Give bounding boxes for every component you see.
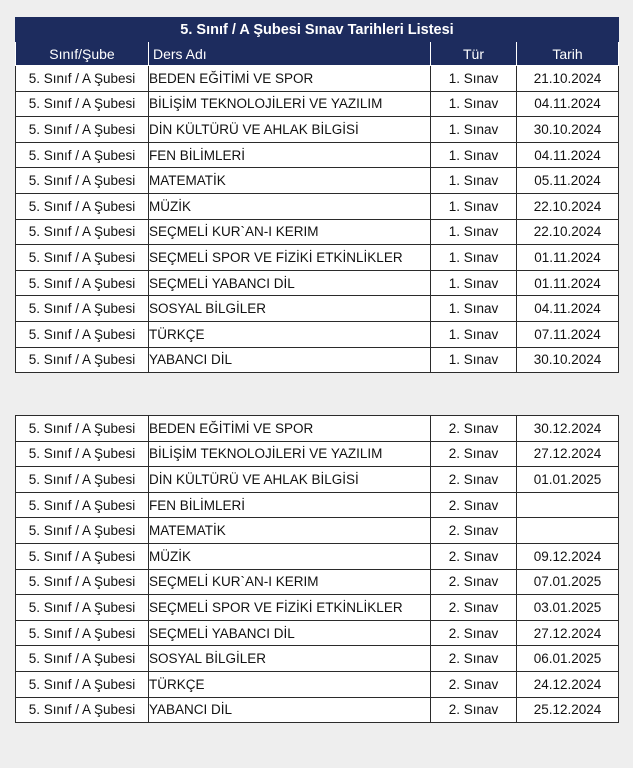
cell-tur[interactable]: 1. Sınav xyxy=(431,270,517,296)
table-row xyxy=(16,66,619,92)
cell-tur[interactable]: 1. Sınav xyxy=(431,117,517,143)
title-row xyxy=(16,18,619,42)
table-row xyxy=(16,219,619,245)
cell-ders[interactable]: BEDEN EĞİTİMİ VE SPOR xyxy=(149,416,431,442)
cell-tarih[interactable]: 30.10.2024 xyxy=(517,117,619,143)
cell-sinif[interactable]: 5. Sınıf / A Şubesi xyxy=(16,168,149,194)
cell-tur[interactable]: 1. Sınav xyxy=(431,193,517,219)
cell-ders[interactable]: YABANCI DİL xyxy=(149,697,431,723)
cell-ders[interactable]: DİN KÜLTÜRÜ VE AHLAK BİLGİSİ xyxy=(149,117,431,143)
cell-tarih[interactable]: 06.01.2025 xyxy=(517,646,619,672)
cell-sinif[interactable]: 5. Sınıf / A Şubesi xyxy=(16,296,149,322)
cell-ders[interactable]: TÜRKÇE xyxy=(149,321,431,347)
cell-sinif[interactable]: 5. Sınıf / A Şubesi xyxy=(16,142,149,168)
table-row xyxy=(16,671,619,697)
cell-tur[interactable]: 2. Sınav xyxy=(431,543,517,569)
cell-tur[interactable]: 2. Sınav xyxy=(431,569,517,595)
cell-tarih[interactable] xyxy=(517,518,619,544)
cell-ders[interactable]: BİLİŞİM TEKNOLOJİLERİ VE YAZILIM xyxy=(149,91,431,117)
table-row xyxy=(16,467,619,493)
cell-sinif[interactable]: 5. Sınıf / A Şubesi xyxy=(16,416,149,442)
table-row xyxy=(16,595,619,621)
cell-tarih[interactable]: 05.11.2024 xyxy=(517,168,619,194)
cell-tur[interactable]: 2. Sınav xyxy=(431,646,517,672)
column-header-tarih[interactable]: Tarih xyxy=(517,42,619,66)
table-row xyxy=(16,296,619,322)
cell-tarih[interactable] xyxy=(517,492,619,518)
cell-tur[interactable]: 1. Sınav xyxy=(431,219,517,245)
cell-sinif[interactable]: 5. Sınıf / A Şubesi xyxy=(16,543,149,569)
cell-ders[interactable]: SEÇMELİ SPOR VE FİZİKİ ETKİNLİKLER xyxy=(149,245,431,271)
column-header-tur[interactable]: Tür xyxy=(431,42,517,66)
cell-sinif[interactable]: 5. Sınıf / A Şubesi xyxy=(16,270,149,296)
first-exam-table xyxy=(15,17,619,373)
cell-tarih[interactable]: 04.11.2024 xyxy=(517,296,619,322)
cell-tur[interactable]: 1. Sınav xyxy=(431,245,517,271)
table-row xyxy=(16,347,619,373)
table-row xyxy=(16,620,619,646)
page-title: 5. Sınıf / A Şubesi Sınav Tarihleri Listesi xyxy=(16,18,619,42)
cell-ders[interactable]: MÜZİK xyxy=(149,543,431,569)
cell-tur[interactable]: 1. Sınav xyxy=(431,168,517,194)
cell-ders[interactable]: FEN BİLİMLERİ xyxy=(149,142,431,168)
cell-tur[interactable]: 2. Sınav xyxy=(431,441,517,467)
cell-tarih[interactable]: 07.01.2025 xyxy=(517,569,619,595)
table-row xyxy=(16,697,619,723)
cell-sinif[interactable]: 5. Sınıf / A Şubesi xyxy=(16,321,149,347)
table-row xyxy=(16,245,619,271)
cell-tarih[interactable]: 21.10.2024 xyxy=(517,66,619,92)
cell-sinif[interactable]: 5. Sınıf / A Şubesi xyxy=(16,518,149,544)
cell-sinif[interactable]: 5. Sınıf / A Şubesi xyxy=(16,671,149,697)
cell-tur[interactable]: 2. Sınav xyxy=(431,416,517,442)
table-row xyxy=(16,646,619,672)
cell-sinif[interactable]: 5. Sınıf / A Şubesi xyxy=(16,347,149,373)
first-exam-rows xyxy=(16,66,619,373)
cell-ders[interactable]: YABANCI DİL xyxy=(149,347,431,373)
cell-ders[interactable]: DİN KÜLTÜRÜ VE AHLAK BİLGİSİ xyxy=(149,467,431,493)
cell-tur[interactable]: 1. Sınav xyxy=(431,66,517,92)
cell-ders[interactable]: SEÇMELİ KUR`AN-I KERIM xyxy=(149,569,431,595)
table-row xyxy=(16,91,619,117)
table-row xyxy=(16,492,619,518)
cell-tarih[interactable]: 30.10.2024 xyxy=(517,347,619,373)
cell-tarih[interactable]: 30.12.2024 xyxy=(517,416,619,442)
cell-sinif[interactable]: 5. Sınıf / A Şubesi xyxy=(16,620,149,646)
cell-ders[interactable]: MÜZİK xyxy=(149,193,431,219)
cell-ders[interactable]: MATEMATİK xyxy=(149,518,431,544)
cell-sinif[interactable]: 5. Sınıf / A Şubesi xyxy=(16,66,149,92)
cell-ders[interactable]: SOSYAL BİLGİLER xyxy=(149,296,431,322)
cell-tur[interactable]: 1. Sınav xyxy=(431,321,517,347)
second-exam-table xyxy=(15,415,619,723)
cell-tur[interactable]: 2. Sınav xyxy=(431,671,517,697)
cell-tarih[interactable]: 25.12.2024 xyxy=(517,697,619,723)
cell-sinif[interactable]: 5. Sınıf / A Şubesi xyxy=(16,117,149,143)
cell-tur[interactable]: 1. Sınav xyxy=(431,91,517,117)
cell-tarih[interactable]: 04.11.2024 xyxy=(517,91,619,117)
table-row xyxy=(16,543,619,569)
cell-tarih[interactable]: 27.12.2024 xyxy=(517,620,619,646)
cell-tur[interactable]: 1. Sınav xyxy=(431,296,517,322)
cell-ders[interactable]: SEÇMELİ SPOR VE FİZİKİ ETKİNLİKLER xyxy=(149,595,431,621)
cell-sinif[interactable]: 5. Sınıf / A Şubesi xyxy=(16,492,149,518)
cell-tur[interactable]: 2. Sınav xyxy=(431,467,517,493)
table-row xyxy=(16,569,619,595)
cell-tarih[interactable]: 09.12.2024 xyxy=(517,543,619,569)
cell-sinif[interactable]: 5. Sınıf / A Şubesi xyxy=(16,569,149,595)
table-row xyxy=(16,416,619,442)
cell-sinif[interactable]: 5. Sınıf / A Şubesi xyxy=(16,193,149,219)
cell-tarih[interactable]: 01.11.2024 xyxy=(517,270,619,296)
header-row xyxy=(16,42,619,66)
cell-ders[interactable]: SEÇMELİ KUR`AN-I KERIM xyxy=(149,219,431,245)
cell-tarih[interactable]: 03.01.2025 xyxy=(517,595,619,621)
cell-tur[interactable]: 2. Sınav xyxy=(431,620,517,646)
table-row xyxy=(16,321,619,347)
cell-tarih[interactable]: 22.10.2024 xyxy=(517,193,619,219)
column-header-sinif[interactable]: Sınıf/Şube xyxy=(16,42,149,66)
cell-sinif[interactable]: 5. Sınıf / A Şubesi xyxy=(16,595,149,621)
cell-tur[interactable]: 1. Sınav xyxy=(431,142,517,168)
cell-sinif[interactable]: 5. Sınıf / A Şubesi xyxy=(16,219,149,245)
cell-tarih[interactable]: 07.11.2024 xyxy=(517,321,619,347)
table-row xyxy=(16,441,619,467)
cell-sinif[interactable]: 5. Sınıf / A Şubesi xyxy=(16,697,149,723)
cell-ders[interactable]: BEDEN EĞİTİMİ VE SPOR xyxy=(149,66,431,92)
cell-tarih[interactable]: 27.12.2024 xyxy=(517,441,619,467)
table-row xyxy=(16,168,619,194)
cell-sinif[interactable]: 5. Sınıf / A Şubesi xyxy=(16,467,149,493)
cell-ders[interactable]: BİLİŞİM TEKNOLOJİLERİ VE YAZILIM xyxy=(149,441,431,467)
cell-ders[interactable]: MATEMATİK xyxy=(149,168,431,194)
cell-sinif[interactable]: 5. Sınıf / A Şubesi xyxy=(16,91,149,117)
second-exam-rows xyxy=(16,416,619,723)
cell-tarih[interactable]: 01.11.2024 xyxy=(517,245,619,271)
cell-tur[interactable]: 2. Sınav xyxy=(431,518,517,544)
cell-tur[interactable]: 2. Sınav xyxy=(431,595,517,621)
cell-sinif[interactable]: 5. Sınıf / A Şubesi xyxy=(16,245,149,271)
table-row xyxy=(16,193,619,219)
cell-tarih[interactable]: 04.11.2024 xyxy=(517,142,619,168)
cell-ders[interactable]: SEÇMELİ YABANCI DİL xyxy=(149,270,431,296)
cell-sinif[interactable]: 5. Sınıf / A Şubesi xyxy=(16,441,149,467)
cell-tur[interactable]: 1. Sınav xyxy=(431,347,517,373)
cell-tarih[interactable]: 01.01.2025 xyxy=(517,467,619,493)
cell-ders[interactable]: TÜRKÇE xyxy=(149,671,431,697)
cell-tur[interactable]: 2. Sınav xyxy=(431,492,517,518)
table-row xyxy=(16,518,619,544)
column-header-ders[interactable]: Ders Adı xyxy=(149,42,431,66)
table-row xyxy=(16,142,619,168)
cell-sinif[interactable]: 5. Sınıf / A Şubesi xyxy=(16,646,149,672)
cell-ders[interactable]: FEN BİLİMLERİ xyxy=(149,492,431,518)
cell-tarih[interactable]: 24.12.2024 xyxy=(517,671,619,697)
cell-ders[interactable]: SEÇMELİ YABANCI DİL xyxy=(149,620,431,646)
cell-tur[interactable]: 2. Sınav xyxy=(431,697,517,723)
table-row xyxy=(16,270,619,296)
cell-ders[interactable]: SOSYAL BİLGİLER xyxy=(149,646,431,672)
table-row xyxy=(16,117,619,143)
cell-tarih[interactable]: 22.10.2024 xyxy=(517,219,619,245)
